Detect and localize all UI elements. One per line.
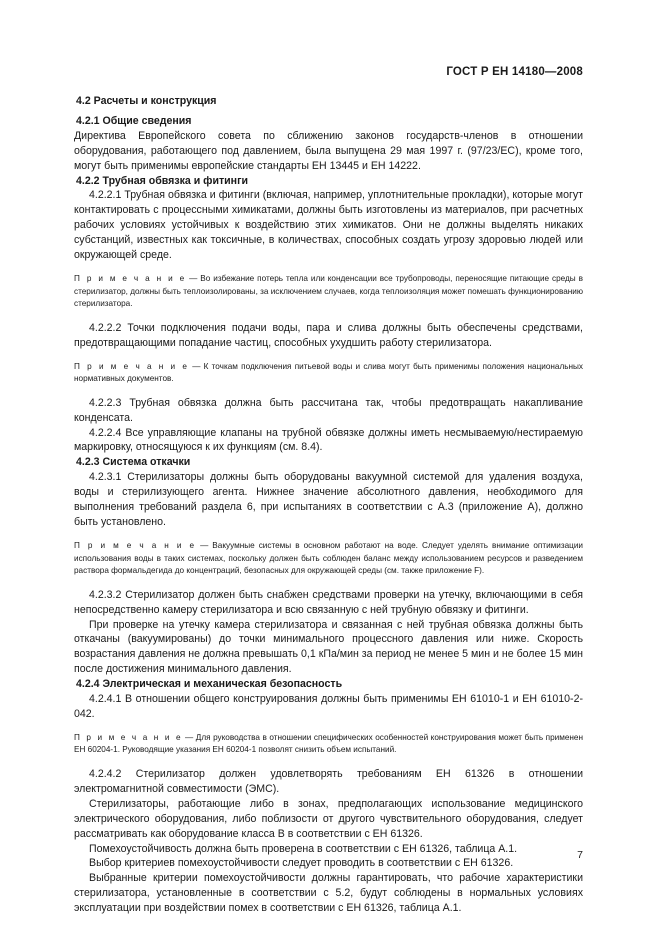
paragraph: При проверке на утечку камера стерилизатора и связанная с ней трубная обвязка должны быть откачаны (вакуумированы) до точки минимального процессного давления или ниже. Скорость возрастания давления не должна превышать 0,1 кПа/мин за период не менее 5 мин и не более 15 мин после достижения минимального давления.	[74, 618, 583, 676]
note: П р и м е ч а н и е — К точкам подключения питьевой воды и слива могут быть применимы положения национальных нормативных документов.	[74, 361, 583, 384]
paragraph: Выбранные критерии помехоустойчивости должны гарантировать, что рабочие характеристики стерилизатора, установленные в соответствии с 5.2, будут соблюдены в нормальных условиях эксплуатации при воздействии помех в соответствии с ЕН 61326, таблица А.1.	[74, 872, 583, 915]
paragraph: 4.2.4.2 Стерилизатор должен удовлетворять требованиям ЕН 61326 в отношении электромагнитной совместимости (ЭМС).	[74, 768, 583, 795]
paragraph: 4.2.2.1 Трубная обвязка и фитинги (включая, например, уплотнительные прокладки), которые могут контактировать с процессными химикатами, должны быть изготовлены из материалов, при расчетных рабочих условиях устойчивых к воздействию этих химикатов. Они не должны выделять никаких субстанций, известных как токсичные, в количествах, способных создать угрозу здоровью людей или окружающей среде.	[74, 189, 583, 262]
paragraph: Директива Европейского совета по сближению законов государств-членов в отношении оборудования, работающего под давлением, была выпущена 29 мая 1997 г. (97/23/ЕС), кроме того, могут быть применимы европейские стандарты ЕН 13445 и ЕН 14222.	[74, 129, 583, 172]
subsection-heading: 4.2.1 Общие сведения	[76, 114, 192, 127]
paragraph: 4.2.2.2 Точки подключения подачи воды, пара и слива должны быть обеспечены средствами, предотвращающими попадание частиц, способных ухудшить работу стерилизатора.	[74, 321, 583, 349]
note-label: П р и м е ч а н и е	[74, 273, 187, 283]
note-label: П р и м е ч а н и е	[74, 732, 183, 742]
paragraph: Выбор критериев помехоустойчивости следует проводить в соответствии с ЕН 61326.	[89, 857, 514, 870]
note-label: П р и м е ч а н и е	[74, 361, 189, 371]
subsection-heading: 4.2.4 Электрическая и механическая безопасность	[76, 678, 343, 691]
document-body	[74, 94, 583, 916]
paragraph: 4.2.3.2 Стерилизатор должен быть снабжен средствами проверки на утечку, включающими в себя непосредственно камеру стерилизатора и всю связанную с ней трубную обвязку и фитинги.	[74, 588, 583, 616]
note: П р и м е ч а н и е — Для руководства в отношении специфических особенностей конструирования может быть применен ЕН 60204-1. Руководящие указания ЕН 60204-1 позволят снизить объем испытаний.	[74, 732, 583, 755]
note-label: П р и м е ч а н и е	[74, 540, 197, 550]
page-number: 7	[577, 849, 583, 861]
note: П р и м е ч а н и е — Вакуумные системы в основном работают на воде. Следует уделять внимание оптимизации использования воды в таких системах, поскольку должен быть соблюден баланс между использованием ресурсов и разведением раствора формальдегида до концентраций, безопасных для окружающей среды (см. также приложение F).	[74, 540, 583, 576]
paragraph: 4.2.2.4 Все управляющие клапаны на трубной обвязке должны иметь несмываемую/нестираемую маркировку, относящуюся к их функциям (см. 8.4).	[74, 426, 583, 454]
subsection-heading: 4.2.2 Трубная обвязка и фитинги	[76, 174, 248, 187]
note: П р и м е ч а н и е — Во избежание потерь тепла или конденсации все трубопроводы, переносящие питающие среды в стерилизатор, должны быть теплоизолированы, за исключением случаев, когда теплоизоляция может помешать функционированию стерилизатора.	[74, 273, 583, 309]
section-heading: 4.2 Расчеты и конструкция	[76, 95, 217, 107]
paragraph: Помехоустойчивость должна быть проверена в соответствии с ЕН 61326, таблица А.1.	[89, 842, 518, 855]
subsection-heading: 4.2.3 Система откачки	[76, 456, 191, 469]
paragraph: Стерилизаторы, работающие либо в зонах, предполагающих использование медицинского электрического оборудования, либо поблизости от другого чувствительного оборудования, следует рассматривать как оборудование класса В в соответствии с ЕН 61326.	[74, 797, 583, 840]
paragraph: 4.2.3.1 Стерилизаторы должны быть оборудованы вакуумной системой для удаления воздуха, воды и стерилизующего агента. Нижнее значение абсолютного давления, необходимого для выполнения требований раздела 6, при испытаниях в соответствии с А.3 (приложение А), должно быть установлено.	[74, 471, 583, 528]
paragraph: 4.2.4.1 В отношении общего конструирования должны быть применимы ЕН 61010-1 и ЕН 61010-2-042.	[74, 693, 583, 720]
standard-code-header: ГОСТ Р ЕН 14180—2008	[446, 66, 583, 78]
paragraph: 4.2.2.3 Трубная обвязка должна быть рассчитана так, чтобы предотвращать накапливание конденсата.	[74, 396, 583, 424]
